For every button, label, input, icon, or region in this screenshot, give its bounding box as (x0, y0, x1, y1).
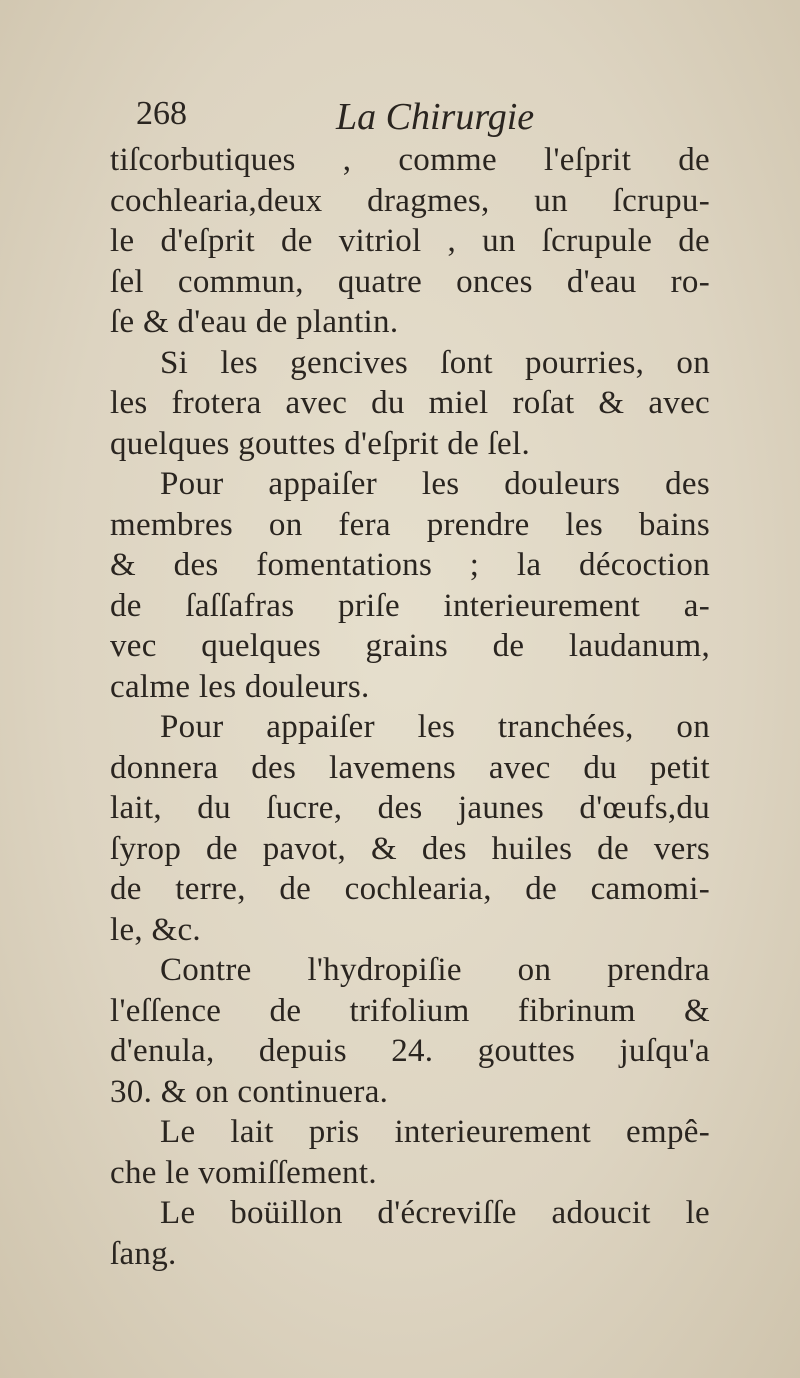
page-header (136, 95, 716, 145)
text-line: che le vomiſſement. (110, 1154, 377, 1191)
text-line: ſyrop de pavot, & des huiles de vers (110, 830, 710, 867)
text-line: de terre, de cochlearia, de camomi- (110, 871, 710, 907)
text-line: & des fomentations ; la décoction (110, 547, 710, 583)
text-line: calme les douleurs. (110, 668, 370, 705)
text-line: Si les gencives ſont pourries, on (160, 344, 710, 381)
text-line: ſel commun, quatre onces d'eau ro- (110, 263, 710, 300)
text-line: Le boüillon d'écreviſſe adoucit le (160, 1195, 710, 1231)
running-title: La Chirurgie (336, 96, 535, 138)
text-line: Le lait pris interieurement empê- (160, 1114, 710, 1150)
text-line: donnera des lavemens avec du petit (110, 749, 710, 786)
text-line: Pour appaiſer les tranchées, on (160, 709, 710, 745)
text-line: membres on fera prendre les bains (110, 506, 710, 543)
text-line: l'eſſence de trifolium fibrinum & (110, 992, 710, 1029)
text-line: ſe & d'eau de plantin. (110, 304, 399, 340)
text-line: cochlearia,deux dragmes, un ſcrupu- (110, 182, 710, 219)
text-line: vec quelques grains de laudanum, (110, 628, 710, 664)
text-line: lait, du ſucre, des jaunes d'œufs,du (110, 790, 710, 826)
text-line: tiſcorbutiques , comme l'eſprit de (110, 142, 710, 178)
page-number: 268 (136, 95, 187, 132)
text-line: de ſaſſafras priſe interieurement a- (110, 587, 710, 624)
text-line: le d'eſprit de vitriol , un ſcrupule de (110, 223, 710, 259)
body-text (110, 140, 710, 1274)
text-line: les frotera avec du miel roſat & avec (110, 385, 710, 421)
text-line: ſang. (110, 1235, 177, 1272)
text-line: le, &c. (110, 911, 201, 948)
text-line: d'enula, depuis 24. gouttes juſqu'a (110, 1033, 710, 1069)
text-line: Pour appaiſer les douleurs des (160, 466, 710, 502)
text-line: quelques gouttes d'eſprit de ſel. (110, 425, 530, 462)
text-line: Contre l'hydropiſie on prendra (160, 952, 710, 988)
text-line: 30. & on continuera. (110, 1073, 389, 1110)
